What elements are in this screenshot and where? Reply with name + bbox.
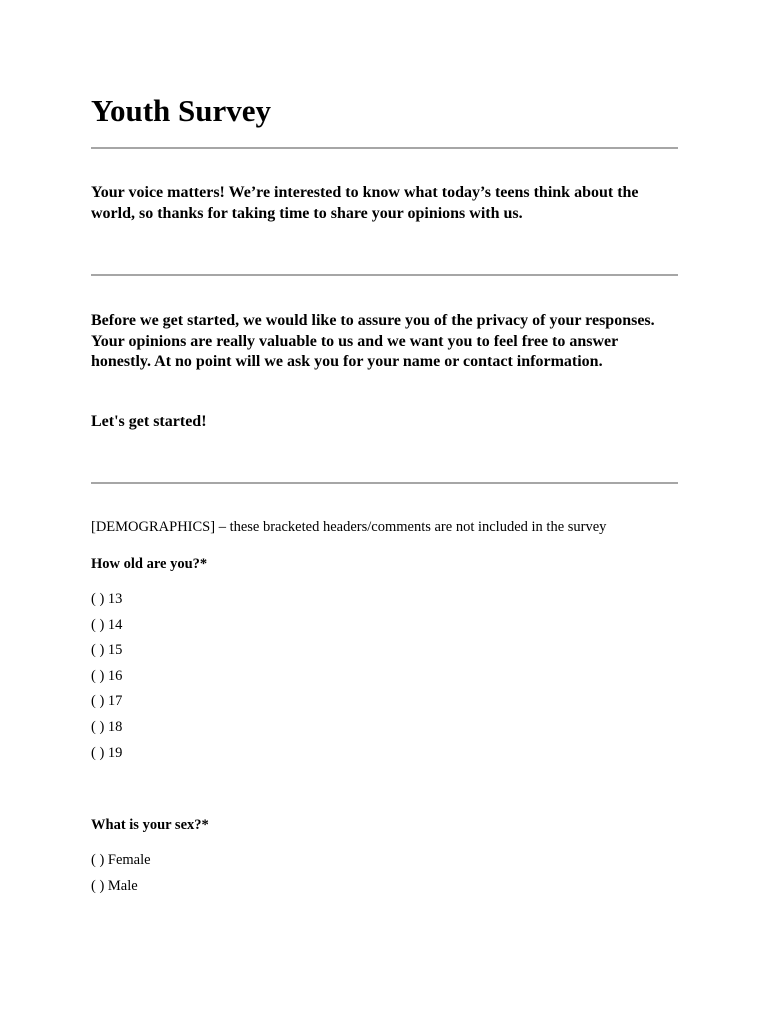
divider: [91, 274, 678, 276]
page-title: Youth Survey: [91, 93, 272, 128]
question-age-label: How old are you?*: [91, 556, 208, 572]
age-option-14[interactable]: ( ) 14: [91, 616, 123, 633]
age-option-13[interactable]: ( ) 13: [91, 591, 123, 607]
question-sex-label: What is your sex?*: [91, 817, 209, 833]
age-options: [91, 587, 122, 766]
age-option-19[interactable]: ( ) 19: [91, 744, 123, 761]
age-option-15[interactable]: ( ) 15: [91, 642, 123, 659]
age-option-16[interactable]: ( ) 16: [91, 667, 123, 684]
sex-option-female[interactable]: ( ) Female: [91, 852, 151, 868]
age-option-17[interactable]: ( ) 17: [91, 693, 123, 710]
start-text: Let's get started!: [91, 413, 207, 430]
divider: [91, 147, 678, 149]
intro-text: Your voice matters! We’re interested to know what today’s teens think about the world, so thanks for taking time to share your opinions with us.: [91, 184, 639, 222]
divider: [91, 482, 678, 484]
sex-options: [91, 848, 151, 899]
privacy-text: Before we get started, we would like to assure you of the privacy of your responses. Your opinions are really valuable to us and we want you to feel free to answer honestly. At no point will we ask you for your name or contact information.: [91, 312, 655, 370]
sex-option-male[interactable]: ( ) Male: [91, 877, 138, 894]
section-note: [DEMOGRAPHICS] – these bracketed headers/comments are not included in the survey: [91, 519, 607, 535]
age-option-18[interactable]: ( ) 18: [91, 718, 123, 735]
